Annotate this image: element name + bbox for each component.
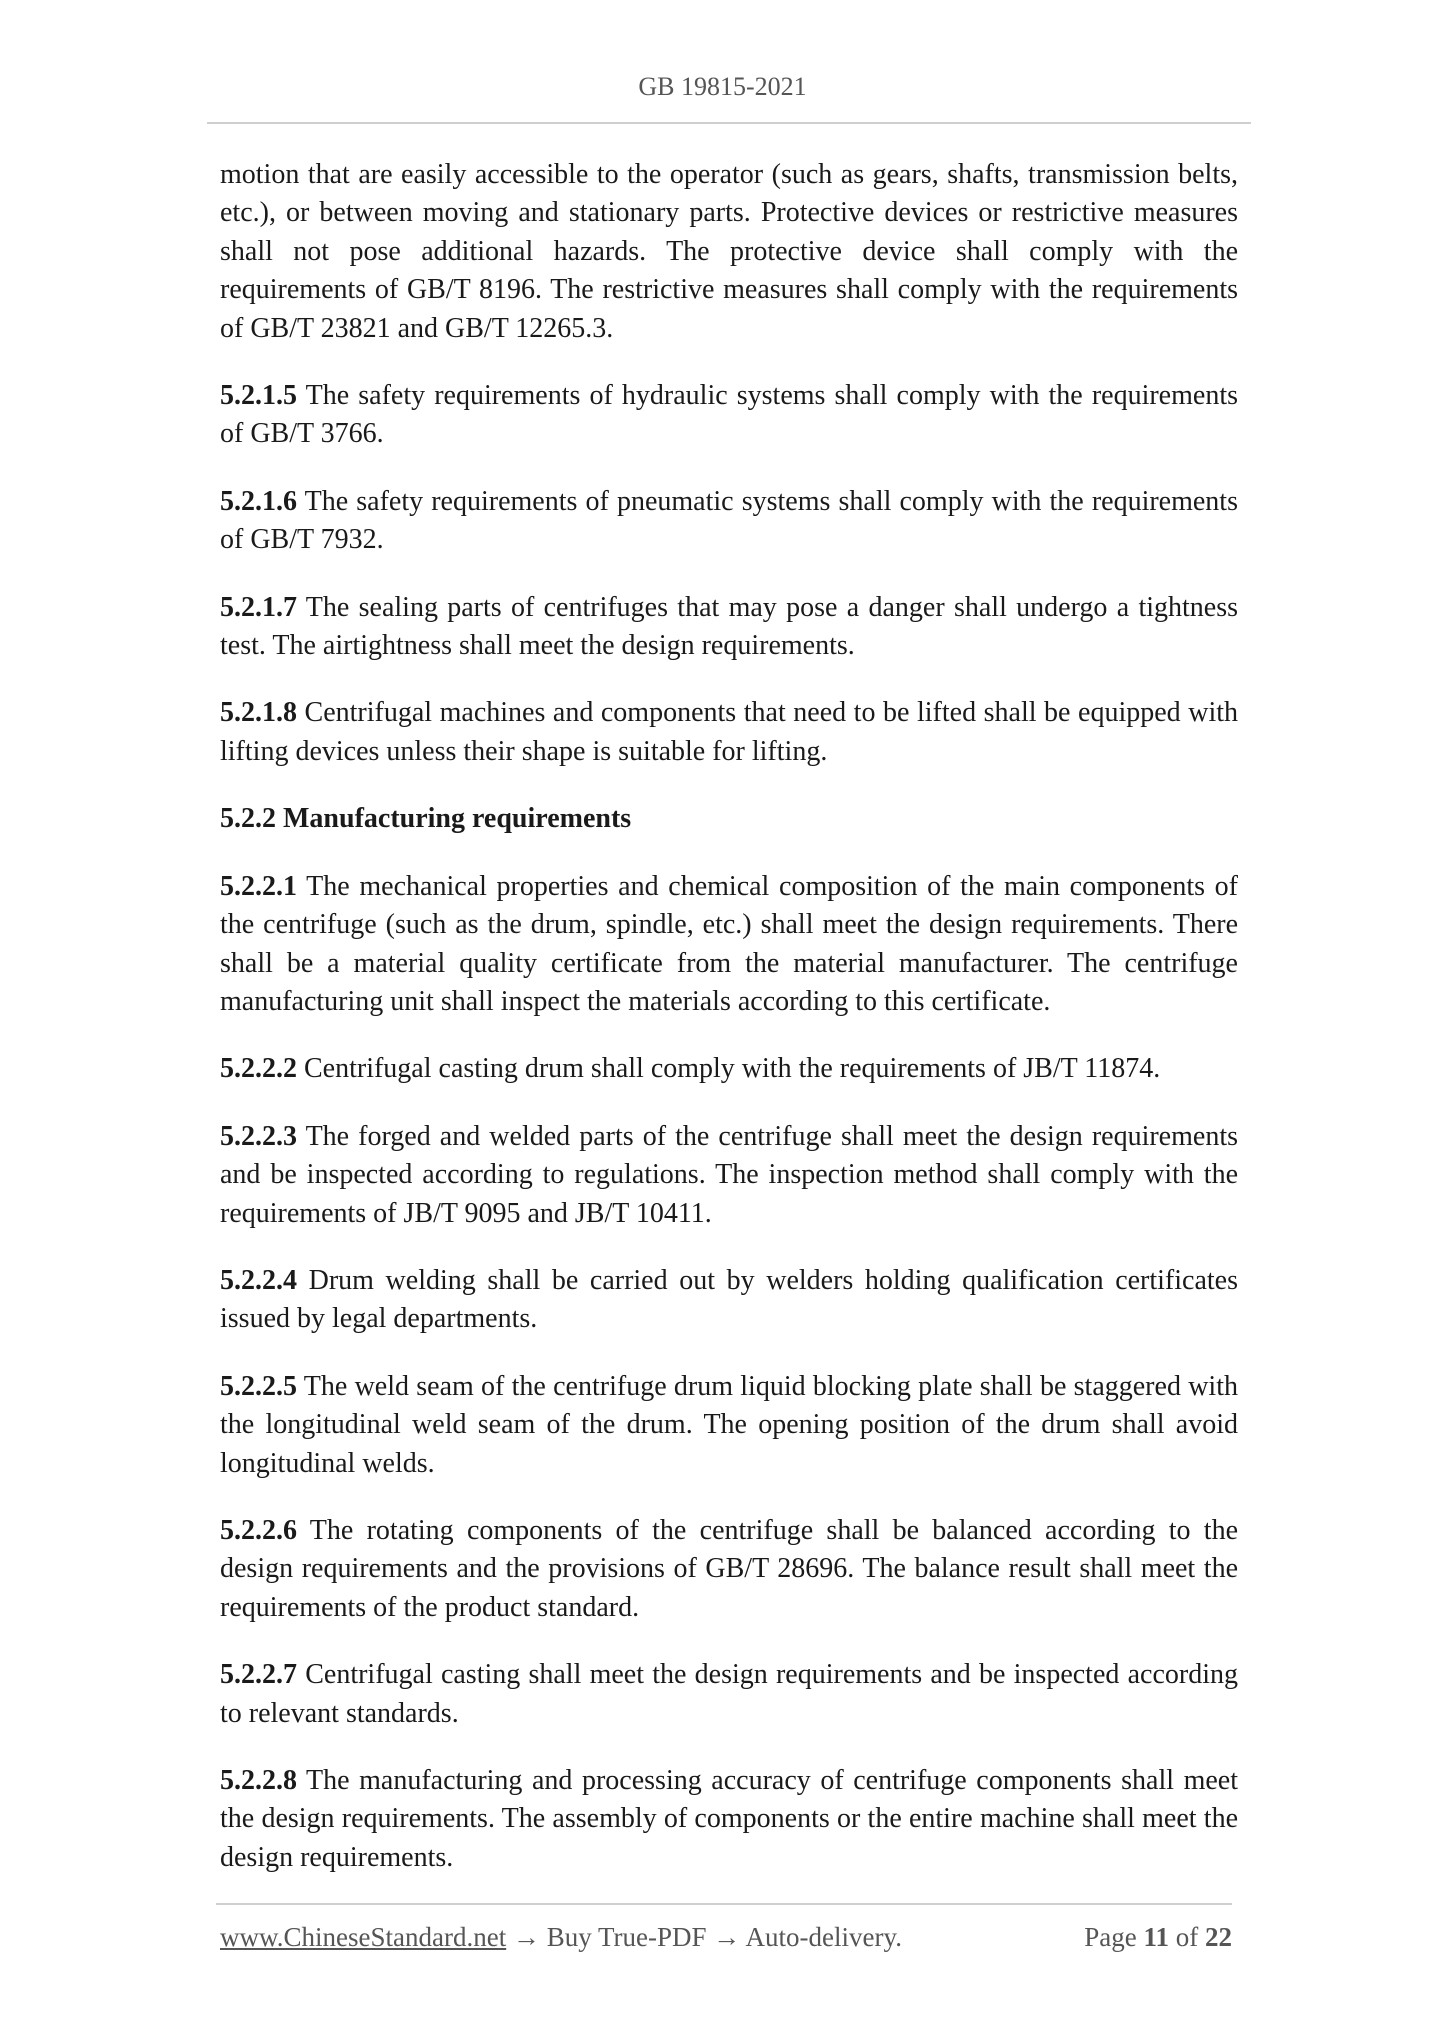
clause-number: 5.2.2.6 xyxy=(220,1514,297,1546)
page-indicator xyxy=(1084,1922,1232,1953)
clause-5-2-1-7 xyxy=(220,589,1238,666)
clause-5-2-1-8 xyxy=(220,694,1238,771)
clause-number: 5.2.1.6 xyxy=(220,485,297,517)
document-body xyxy=(220,156,1238,1906)
page-current: 11 xyxy=(1143,1922,1169,1952)
page-of-label: of xyxy=(1175,1922,1199,1952)
clause-5-2-2-1 xyxy=(220,868,1238,1022)
paragraph-text: motion that are easily accessible to the operator (such as gears, shafts, transmission belts, etc.), or between moving and stationary parts. Protective devices or restrictive measures shall not pose additional hazards. The protective device shall comply with the requirements of GB/T 8196. The restrictive measures shall comply with the requirements of GB/T 23821 and GB/T 12265.3. xyxy=(220,159,1238,344)
clause-5-2-2-3 xyxy=(220,1118,1238,1233)
website-link[interactable]: www.ChineseStandard.net xyxy=(220,1922,507,1952)
clause-text: The forged and welded parts of the centrifuge shall meet the design requirements and be inspected according to regulations. The inspection method shall comply with the requirements of JB/T 9095 and JB/T 10411. xyxy=(220,1120,1238,1229)
clause-5-2-2-2 xyxy=(220,1050,1238,1088)
clause-5-2-1-6 xyxy=(220,483,1238,560)
clause-5-2-2-4 xyxy=(220,1262,1238,1339)
clause-text: Centrifugal casting shall meet the design requirements and be inspected according to relevant standards. xyxy=(220,1659,1238,1729)
clause-text: Centrifugal casting drum shall comply with the requirements of JB/T 11874. xyxy=(297,1053,1161,1085)
clause-5-2-2-6 xyxy=(220,1512,1238,1627)
clause-number: 5.2.2.5 xyxy=(220,1370,297,1402)
page-label: Page xyxy=(1084,1922,1137,1952)
clause-number: 5.2.2.8 xyxy=(220,1765,297,1796)
clause-number: 5.2.2.4 xyxy=(220,1264,297,1296)
paragraph-continued xyxy=(220,156,1238,348)
footer-promo xyxy=(220,1922,902,1953)
clause-text: The rotating components of the centrifuge shall be balanced according to the design requirements and the provisions of GB/T 28696. The balance result shall meet the requirements of the product standard. xyxy=(220,1514,1238,1623)
clause-number: 5.2.2.3 xyxy=(220,1120,297,1152)
footer-tagline: → Buy True-PDF → Auto-delivery. xyxy=(506,1922,902,1952)
clause-5-2-2-8 xyxy=(220,1762,1238,1877)
clause-number: 5.2.1.5 xyxy=(220,380,297,412)
clause-number: 5.2.2.1 xyxy=(220,870,297,902)
clause-text: The safety requirements of pneumatic systems shall comply with the requirements of GB/T 7932. xyxy=(220,485,1238,556)
clause-number: 5.2.1.7 xyxy=(220,591,297,623)
clause-5-2-1-5 xyxy=(220,377,1238,454)
clause-number: 5.2.1.8 xyxy=(220,697,297,729)
header-divider xyxy=(207,122,1251,124)
clause-number: 5.2.2.7 xyxy=(220,1659,297,1691)
clause-5-2-2-7 xyxy=(220,1656,1238,1733)
page-total: 22 xyxy=(1205,1922,1232,1952)
clause-number: 5.2.2.2 xyxy=(220,1053,297,1085)
clause-text: Centrifugal machines and components that need to be lifted shall be equipped with lifting devices unless their shape is suitable for lifting. xyxy=(220,697,1238,767)
clause-text: The manufacturing and processing accuracy of centrifuge components shall meet the design requirements. The assembly of components or the entire machine shall meet the design requirements. xyxy=(220,1765,1238,1873)
clause-text: The sealing parts of centrifuges that may pose a danger shall undergo a tightness test. The airtightness shall meet the design requirements. xyxy=(220,591,1238,662)
clause-text: The weld seam of the centrifuge drum liquid blocking plate shall be staggered with the longitudinal weld seam of the drum. The opening position of the drum shall avoid longitudinal welds. xyxy=(220,1370,1238,1479)
footer-divider xyxy=(216,1903,1232,1905)
document-code: GB 19815-2021 xyxy=(638,72,807,101)
clause-text: The mechanical properties and chemical composition of the main components of the centrifuge (such as the drum, spindle, etc.) shall meet the design requirements. There shall be a material quality certificate from the material manufacturer. The centrifuge manufacturing unit shall inspect the materials according to this certificate. xyxy=(220,870,1238,1017)
clause-text: Drum welding shall be carried out by welders holding qualification certificates issued by legal departments. xyxy=(220,1264,1238,1335)
clause-5-2-2-5 xyxy=(220,1368,1238,1483)
clause-text: The safety requirements of hydraulic systems shall comply with the requirements of GB/T 3766. xyxy=(220,380,1238,450)
section-heading-5-2-2: 5.2.2 Manufacturing requirements xyxy=(220,803,632,835)
page-header xyxy=(0,72,1445,102)
